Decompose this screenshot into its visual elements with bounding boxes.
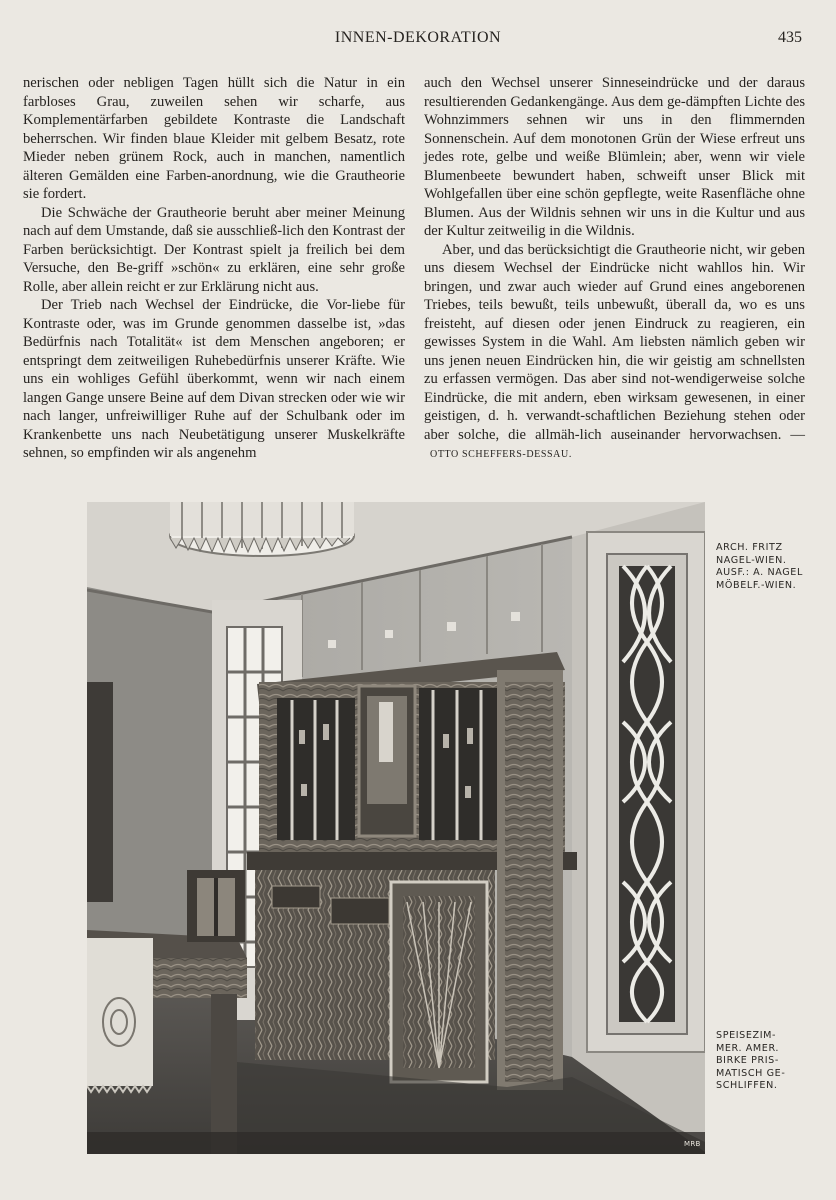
photographer-monogram: MRB <box>684 1140 701 1148</box>
paragraph: Die Schwäche der Grautheorie beruht aber meiner Meinung nach auf dem Umstande, daß sie ausschließ-lich den Kontrast der Farben berücksichtigt. Der Kontrast spielt ja freilich bei dem Versuche, den Be-griff »schön« zu erklären, eine sehr große Rolle, aber allein reicht er zur Erklärung nicht aus. <box>23 204 405 295</box>
caption-line: MER. AMER. <box>716 1042 780 1054</box>
photo-credit <box>716 542 826 592</box>
credit-line: AUSF.: A. NAGEL <box>716 567 803 578</box>
paragraph <box>424 241 805 465</box>
dining-room-photograph <box>87 502 705 1154</box>
credit-line: MÖBELF.-WIEN. <box>716 579 797 591</box>
photo-caption <box>716 1030 826 1093</box>
paragraph: Der Trieb nach Wechsel der Eindrücke, die Vor-liebe für Kontraste oder, was im Grunde genommen dasselbe ist, »das Bedürfnis nach Totalität« ist dem Menschen angeboren; er entspringt dem zeitweiligen Ruhebedürfnis unserer Kräfte. Wie uns ein wohliges Gefühl überkommt, wenn wir nach einem langen Gange unsere Beine auf dem Divan strecken oder wie wir nach langer, unfreiwilliger Ruhe auf der Schulbank oder im Krankenbette uns nach Neubetätigung unserer Muskelkräfte sehnen, so empfinden wir als angenehm <box>23 297 405 461</box>
photo-illustration <box>87 502 705 1154</box>
page-number: 435 <box>778 29 802 46</box>
dining-chair <box>187 870 245 942</box>
paragraph: nerischen oder nebligen Tagen hüllt sich die Natur in ein farbloses Grau, zuweilen sehen wir scharfe, aus Komplementärfarben gebildete Kontraste die Landschaft beherrschen. Wir finden blaue Kleider mit gelbem Besatz, rote Mieder neben grünem Rock, auch in manchen, namentlich älteren Gemälden eine Farben-anordnung, wie die Grautheorie sie fordert. <box>23 75 405 202</box>
running-title: INNEN-DEKORATION <box>334 29 502 46</box>
text-column-left <box>23 74 405 463</box>
paragraph-text: Aber, und das berücksichtigt die Grautheorie nicht, wir geben uns diesem Wechsel der Eindrücke nicht wahllos hin. Wir bringen, und zwar auch wieder auf Grund eines angeborenen Triebes, teils bewußt, teils unbewußt, überall da, wo es uns freisteht, auf diesen oder jenen Eindruck zu reagieren, ein gewisses System in die Wahl. Am liebsten nämlich geben wir uns jenen neuen Eindrücken hin, die wir geistig am schnellsten zu erfassen vermögen. Das aber sind not-wendigerweise solche Eindrücke, die mit andern, eben wirksam gewesenen, in einer geistigen, d. h. verwandt-schaftlichen Beziehung stehen oder aber solche, die allmäh-lich auseinander hervorwachsen. — <box>424 241 805 443</box>
chandelier <box>170 502 354 556</box>
text-column-right <box>424 74 805 465</box>
lattice-door <box>587 532 705 1052</box>
credit-line: NAGEL-WIEN. <box>716 554 787 566</box>
display-cabinet <box>247 652 577 1090</box>
paragraph: auch den Wechsel unserer Sinneseindrücke und der daraus resultierenden Gedankengänge. Aus dem ge-dämpften Lichte des Wohnzimmers sehnen wir uns in den flimmernden Sonnenschein. Auf dem monotonen Grün der Wiese erfreut uns jedes rote, gelbe und weiße Blümlein; aber, wenn wir viele Blumenbeete bewundert haben, schweift unser Blick mit Wohlgefallen über eine schön gepflegte, weite Rasenfläche ohne Blumen. Aus der Wildnis sehnen wir uns in die Kultur und aus der Kultur zeitweilig in die Wildnis. <box>424 75 805 239</box>
author-signature: OTTO SCHEFFERS-DESSAU. <box>430 449 572 460</box>
caption-line: SCHLIFFEN. <box>716 1080 778 1091</box>
caption-line: SPEISEZIM- <box>716 1030 777 1041</box>
credit-line: ARCH. FRITZ <box>716 542 783 553</box>
page-header <box>0 29 836 51</box>
caption-line: MATISCH GE- <box>716 1067 786 1079</box>
caption-line: BIRKE PRIS- <box>716 1055 779 1066</box>
